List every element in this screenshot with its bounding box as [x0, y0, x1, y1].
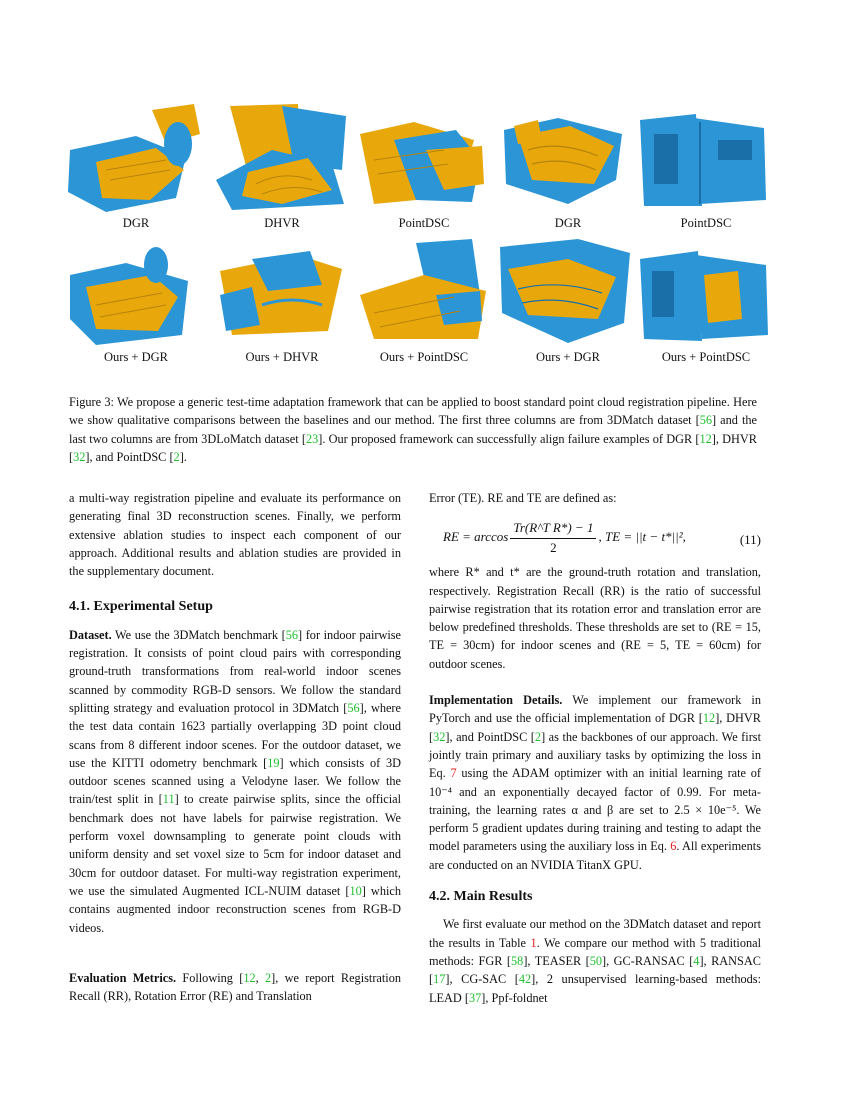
citation-link[interactable]: 4 — [693, 953, 700, 968]
citation-link[interactable]: 32 — [433, 729, 446, 744]
scan-image-ours-dhvr — [212, 235, 348, 350]
panel-label-1-5: PointDSC — [680, 216, 732, 230]
scan-image-ours-pointdsc-lomatch — [638, 235, 774, 350]
citation-link[interactable]: 11 — [162, 792, 175, 807]
scan-image-dgr — [66, 100, 202, 215]
dataset-heading: Dataset. — [69, 627, 112, 642]
panel-label-1-3: PointDSC — [398, 216, 450, 230]
dataset-paragraph: Dataset. We use the 3DMatch benchmark [56] for indoor pairwise registration. It consists of point cloud pairs with corresponding ground-truth transformations from real-world indoor scenes scanned by commodity RGB-D sensors. We follow the standard splitting strategy and evaluation protocol in 3DMatch [56], where the test data contain 1623 partially overlapping 3D point cloud scans from 8 different indoor scenes. For the outdoor dataset, we use the KITTI odometry benchmark [19] which consists of 3D outdoor scenes scanned using a Velodyne laser. We follow the train/test split in [11] to create pairwise splits, since the official benchmark does not have labels for pairwise registration. We perform voxel downsampling to generate point clouds with uniform density and set voxel size to 5cm for indoor dataset and 30cm for outdoor dataset. For multi-way registration experiment, we use the simulated Augmented ICL-NUIM dataset [10] which contains augmented indoor reconstruction scenes from RGB-D videos. — [69, 627, 402, 935]
citation-link[interactable]: 56 — [699, 413, 713, 428]
scan-image-ours-dgr-lomatch — [498, 235, 634, 350]
scan-image-ours-dgr — [66, 235, 202, 350]
implementation-paragraph: Implementation Details. We implement our framework in PyTorch and use the official implementation of DGR [12], DHVR [32], and PointDSC [2] as the backbones of our approach. We first jointly train primary and auxiliary tasks by optimizing the loss in Eq. 7 using the ADAM optimizer with an initial learning rate of 10⁻⁴ and an exponentially decayed factor of 0.99. For meta-training, the learning rates α and β are set to 2.5 × 10e⁻⁵. We perform 5 gradient updates during training and testing to adapt the model parameters using the auxiliary loss in Eq. 6. All experiments are conducted on an NVIDIA TitanX GPU. — [429, 693, 762, 872]
implementation-heading: Implementation Details. — [429, 693, 563, 708]
panel-label-1-1: DGR — [122, 216, 150, 230]
equation-link[interactable]: 6 — [670, 839, 677, 854]
panel-label-1-4: DGR — [554, 216, 582, 230]
panel-label-2-5: Ours + PointDSC — [661, 350, 751, 364]
citation-link[interactable]: 10 — [349, 883, 362, 898]
section-heading-results: 4.2. Main Results — [429, 889, 533, 905]
panel-label-2-2: Ours + DHVR — [245, 350, 319, 364]
figure-caption: Figure 3: We propose a generic test-time adaptation framework that can be applied to boost standard point cloud registration pipeline. Here we show qualitative comparisons between the baselines and our method. The first three columns are from 3DMatch dataset [56] and the last two columns are from 3DLoMatch dataset [23]. Our proposed framework can successfully align failure examples of DGR [12], DHVR [32], and PointDSC [2]. — [69, 395, 757, 464]
intro-paragraph: a multi-way registration pipeline and evaluate its performance on generating final 3D reconstruction scenes. Finally, we perform extensive ablation studies to inspect each component of our approach. Additional results and ablation studies are provided in the supplementary document. — [69, 491, 401, 579]
citation-link[interactable]: 56 — [347, 700, 360, 715]
citation-link[interactable]: 19 — [267, 755, 280, 770]
citation-link[interactable]: 23 — [305, 431, 319, 446]
panel-label-1-2: DHVR — [264, 216, 300, 230]
section-heading-setup: 4.1. Experimental Setup — [69, 599, 213, 615]
panel-label-2-4: Ours + DGR — [536, 350, 600, 364]
citation-link[interactable]: 58 — [511, 953, 524, 968]
citation-link[interactable]: 12 — [702, 711, 716, 726]
citation-link[interactable]: 50 — [589, 953, 603, 968]
scan-image-dhvr — [212, 100, 348, 215]
table-link[interactable]: 1 — [530, 935, 537, 950]
citation-link[interactable]: 32 — [73, 449, 86, 464]
metrics-continued: Error (TE). RE and TE are defined as: — [429, 491, 617, 505]
citation-link[interactable]: 56 — [285, 627, 299, 642]
scan-image-pointdsc-lomatch — [638, 100, 774, 215]
citation-link[interactable]: 2 — [173, 449, 180, 464]
metrics-heading: Evaluation Metrics. — [69, 970, 177, 985]
scan-image-pointdsc — [354, 100, 490, 215]
panel-label-2-3: Ours + PointDSC — [379, 350, 469, 364]
results-paragraph: We first evaluate our method on the 3DMatch dataset and report the results in Table 1. We compare our method with 5 traditional methods: FGR [58], TEASER [50], GC-RANSAC [4], RANSAC [17], CG-SAC [42], 2 unsupervised learning-based methods: LEAD [37], Ppf-foldnet — [429, 917, 762, 1005]
citation-link[interactable]: 12 — [699, 431, 712, 446]
figure-3 — [66, 95, 786, 375]
citation-link[interactable]: 17 — [433, 972, 446, 987]
scan-image-ours-pointdsc — [354, 235, 490, 350]
equation-link[interactable]: 7 — [450, 766, 457, 781]
equation-number: (11) — [739, 532, 761, 548]
metrics-paragraph: Evaluation Metrics. Following [12, 2], we report Registration Recall (RR), Rotation Error (RE) and Translation — [69, 970, 402, 1004]
left-column — [69, 489, 401, 1005]
citation-link[interactable]: 12 — [243, 970, 256, 985]
citation-link[interactable]: 2 — [264, 970, 272, 985]
equation-11: RE = arccos $\frac{\text{Tr(R\textasciicircum{}T R*) − 1}}{2}$ , TE = ||t − t*||², (11) — [443, 520, 761, 555]
panel-label-2-1: Ours + DGR — [104, 350, 168, 364]
scan-image-dgr-lomatch — [498, 100, 634, 215]
where-paragraph: where R* and t* are the ground-truth rotation and translation, respectively. Registration Recall (RR) is the ratio of successful pairwise registration that its rotation error and translation error are below predefined thresholds. These thresholds are set to (RE = 15, TE = 30cm) for indoor scenes and (RE = 5, TE = 60cm) for outdoor scenes. — [429, 565, 761, 671]
citation-link[interactable]: 37 — [468, 990, 482, 1005]
citation-link[interactable]: 42 — [518, 972, 532, 987]
right-column — [429, 489, 761, 1007]
citation-link[interactable]: 2 — [534, 729, 542, 744]
